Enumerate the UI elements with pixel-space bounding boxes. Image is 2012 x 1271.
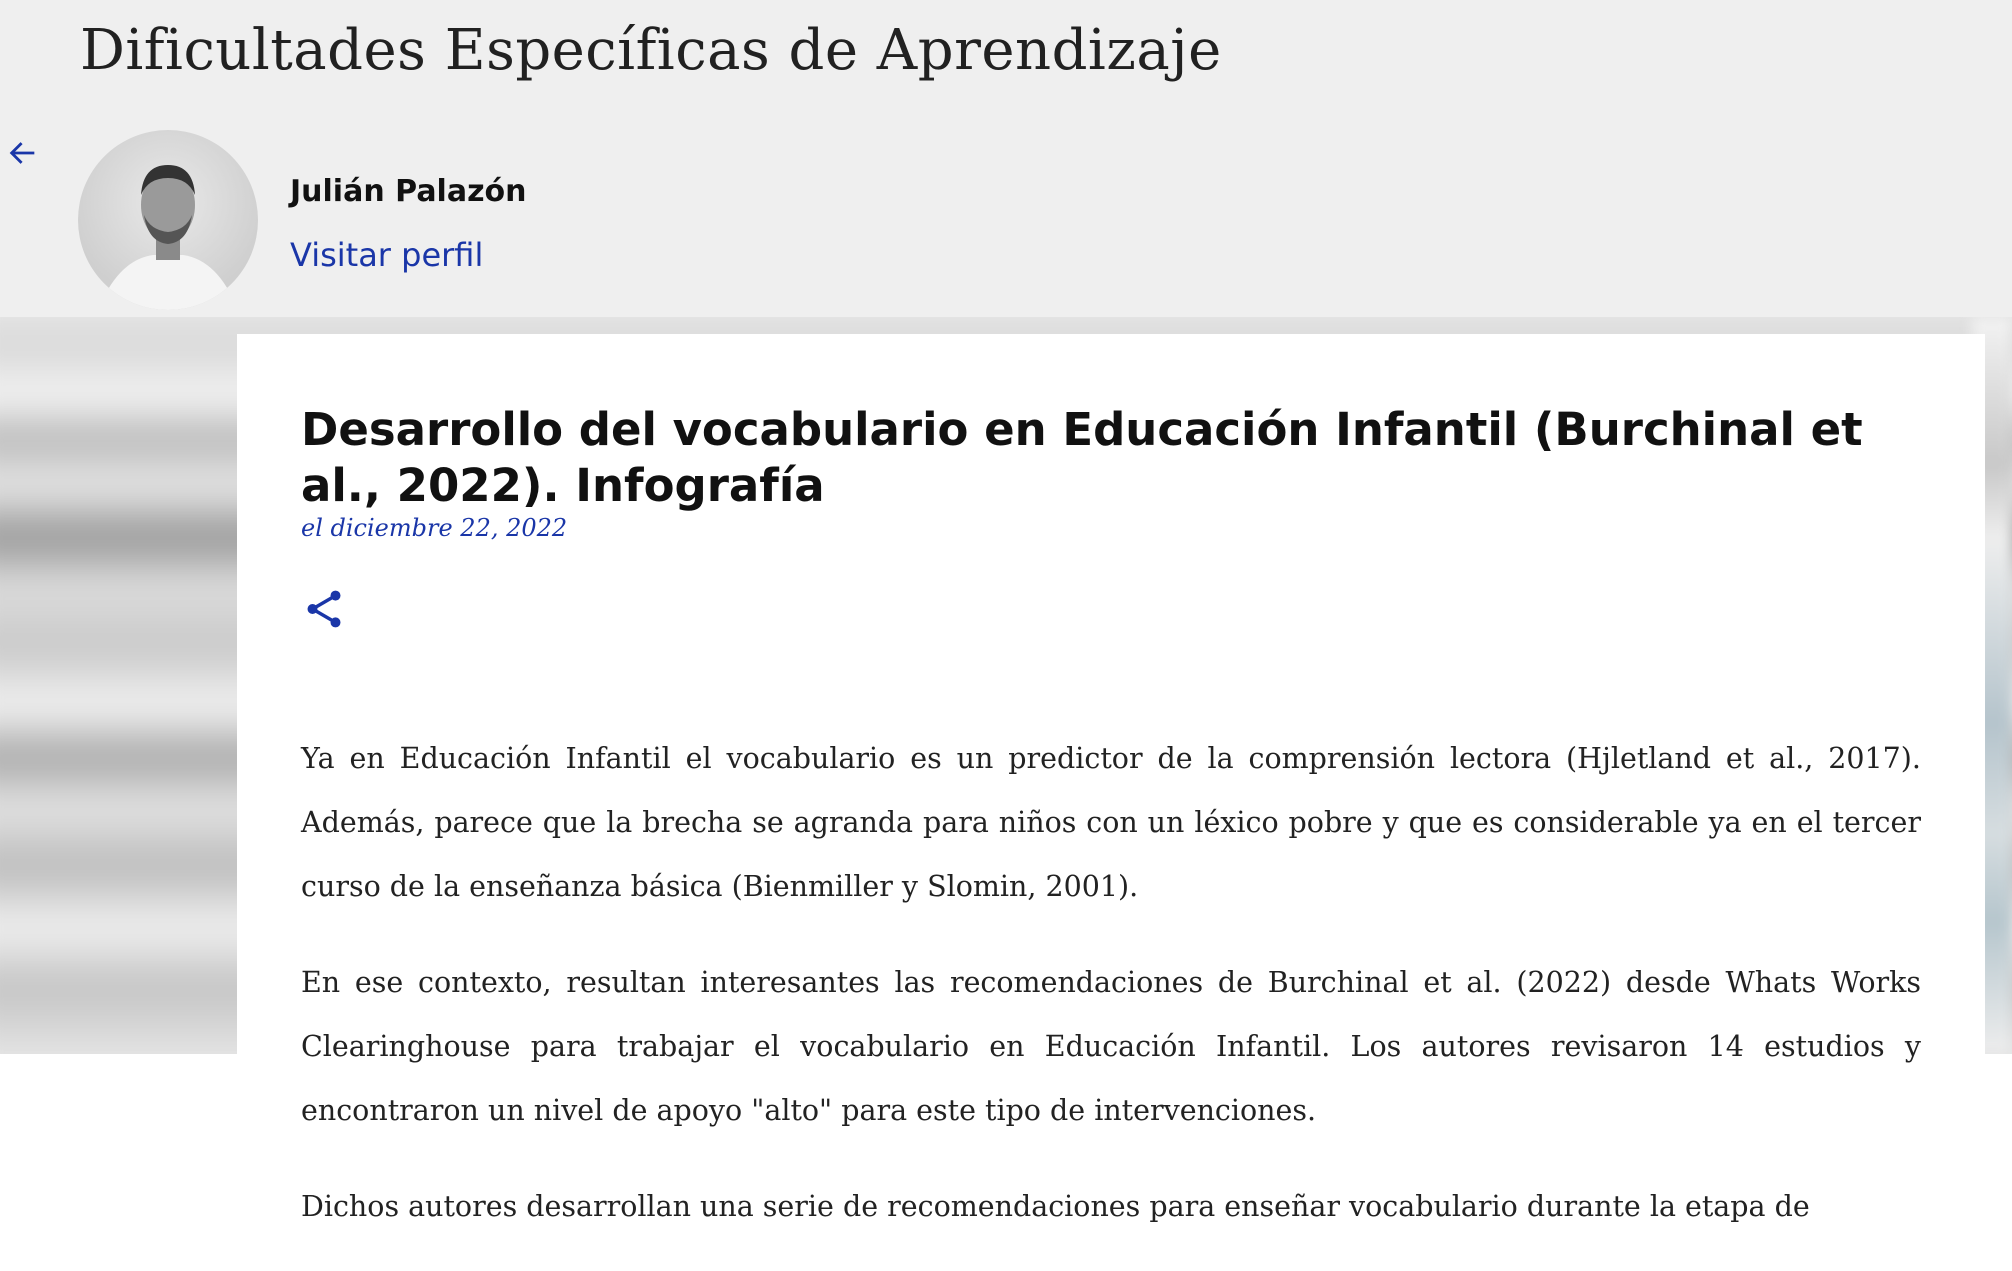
visit-profile-link[interactable]: Visitar perfil	[290, 236, 484, 274]
back-arrow-icon[interactable]	[6, 136, 40, 170]
post-body	[301, 727, 1921, 1271]
author-avatar[interactable]	[78, 130, 258, 310]
post-date[interactable]: el diciembre 22, 2022	[301, 514, 568, 542]
blog-title[interactable]: Dificultades Específicas de Aprendizaje	[80, 18, 1222, 83]
post-title: Desarrollo del vocabulario en Educación Infantil (Burchinal et al., 2022). Infografía	[301, 403, 1863, 512]
paragraph: En ese contexto, resultan interesantes las recomendaciones de Burchinal et al. (2022) desde Whats Works Clearinghouse para trabajar el vocabulario en Educación Infantil. Los autores revisaron 14 estudios y encontraron un nivel de apoyo "alto" para este tipo de intervenciones.	[301, 966, 1921, 1127]
paragraph: Dichos autores desarrollan una serie de recomendaciones para enseñar vocabulario durante la etapa de	[301, 1190, 1810, 1223]
share-icon[interactable]	[301, 586, 347, 632]
paragraph: Ya en Educación Infantil el vocabulario es un predictor de la comprensión lectora (Hjletland et al., 2017). Además, parece que la brecha se agranda para niños con un léxico pobre y que es considerable ya en el tercer curso de la enseñanza básica (Bienmiller y Slomin, 2001).	[301, 742, 1921, 903]
post-card	[237, 334, 1985, 1234]
author-name: Julián Palazón	[290, 174, 527, 209]
blog-header	[0, 0, 2012, 317]
